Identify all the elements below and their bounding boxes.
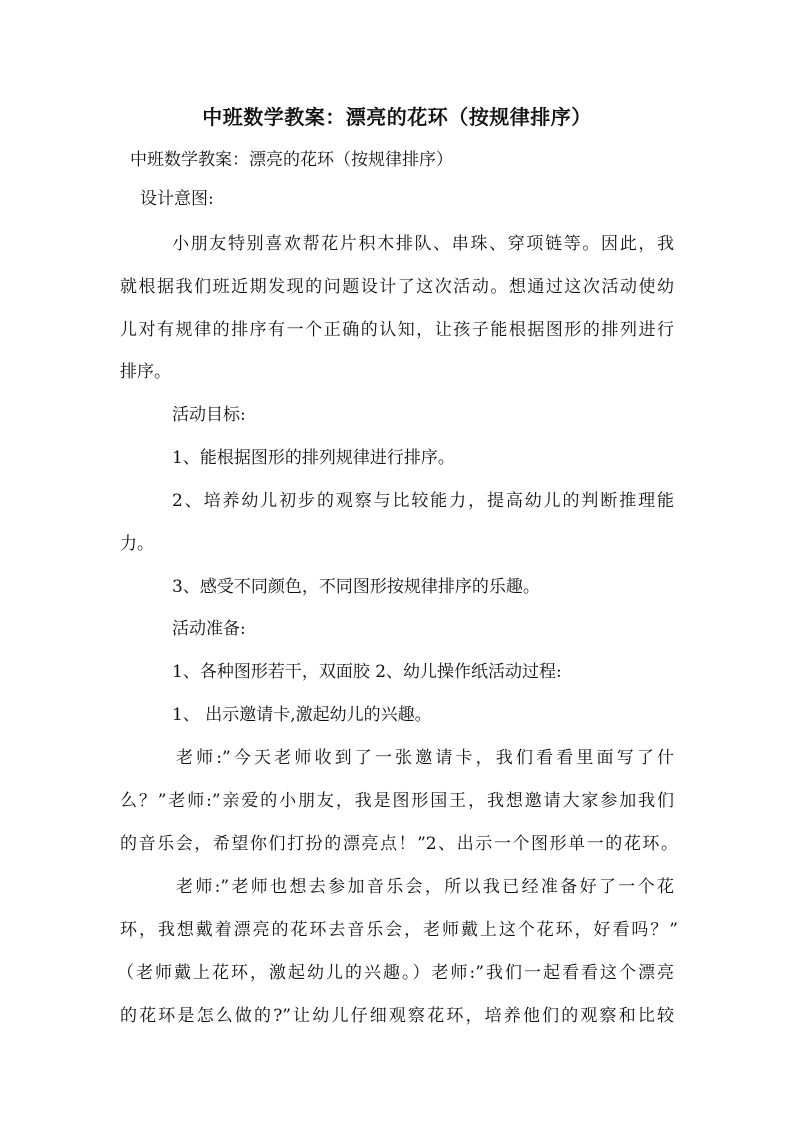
paragraph-line: （老师戴上花环，激起幼儿的兴趣。）老师:”我们一起看看这个漂亮: [117, 963, 674, 983]
section-heading-preparation: 活动准备:: [172, 619, 246, 639]
paragraph-line: 就根据我们班近期发现的问题设计了这次活动。想通过这次活动使幼: [120, 277, 674, 297]
paragraph-line: 的音乐会，希望你们打扮的漂亮点！”2、出示一个图形单一的花环。: [120, 834, 678, 854]
paragraph-line: 老师:”今天老师收到了一张邀请卡，我们看看里面写了什: [176, 748, 674, 768]
document-title: 中班数学教案：漂亮的花环（按规律排序）: [202, 105, 592, 129]
preparation-item: 1、各种图形若干，双面胶 2、幼儿操作纸活动过程:: [172, 662, 562, 682]
paragraph-line: 儿对有规律的排序有一个正确的认知，让孩子能根据图形的排列进行: [120, 320, 674, 340]
process-step-1: 1、 出示邀请卡,激起幼儿的兴趣。: [172, 705, 432, 725]
paragraph-line: 小朋友特别喜欢帮花片积木排队、串珠、穿项链等。因此，我: [172, 234, 674, 254]
section-heading-goals: 活动目标:: [172, 405, 246, 425]
paragraph-line: 么？”老师:”亲爱的小朋友，我是图形国王，我想邀请大家参加我们: [120, 791, 674, 811]
paragraph-line: 环，我想戴着漂亮的花环去音乐会，老师戴上这个花环，好看吗？”: [120, 920, 678, 940]
subtitle-line: 中班数学教案：漂亮的花环（按规律排序）: [130, 150, 453, 170]
goal-item-2: 2、培养幼儿初步的观察与比较能力，提高幼儿的判断推理能: [172, 491, 674, 511]
section-heading-design-intent: 设计意图:: [140, 189, 214, 209]
goal-item-3: 3、感受不同颜色，不同图形按规律排序的乐趣。: [172, 577, 540, 597]
paragraph-line: 排序。: [120, 362, 171, 382]
goal-item-2-continued: 力。: [120, 534, 154, 554]
paragraph-line: 的花环是怎么做的?”让幼儿仔细观察花环，培养他们的观察和比较: [120, 1006, 674, 1026]
paragraph-line: 老师:”老师也想去参加音乐会，所以我已经准备好了一个花: [176, 877, 674, 897]
goal-item-1: 1、能根据图形的排列规律进行排序。: [172, 448, 455, 468]
